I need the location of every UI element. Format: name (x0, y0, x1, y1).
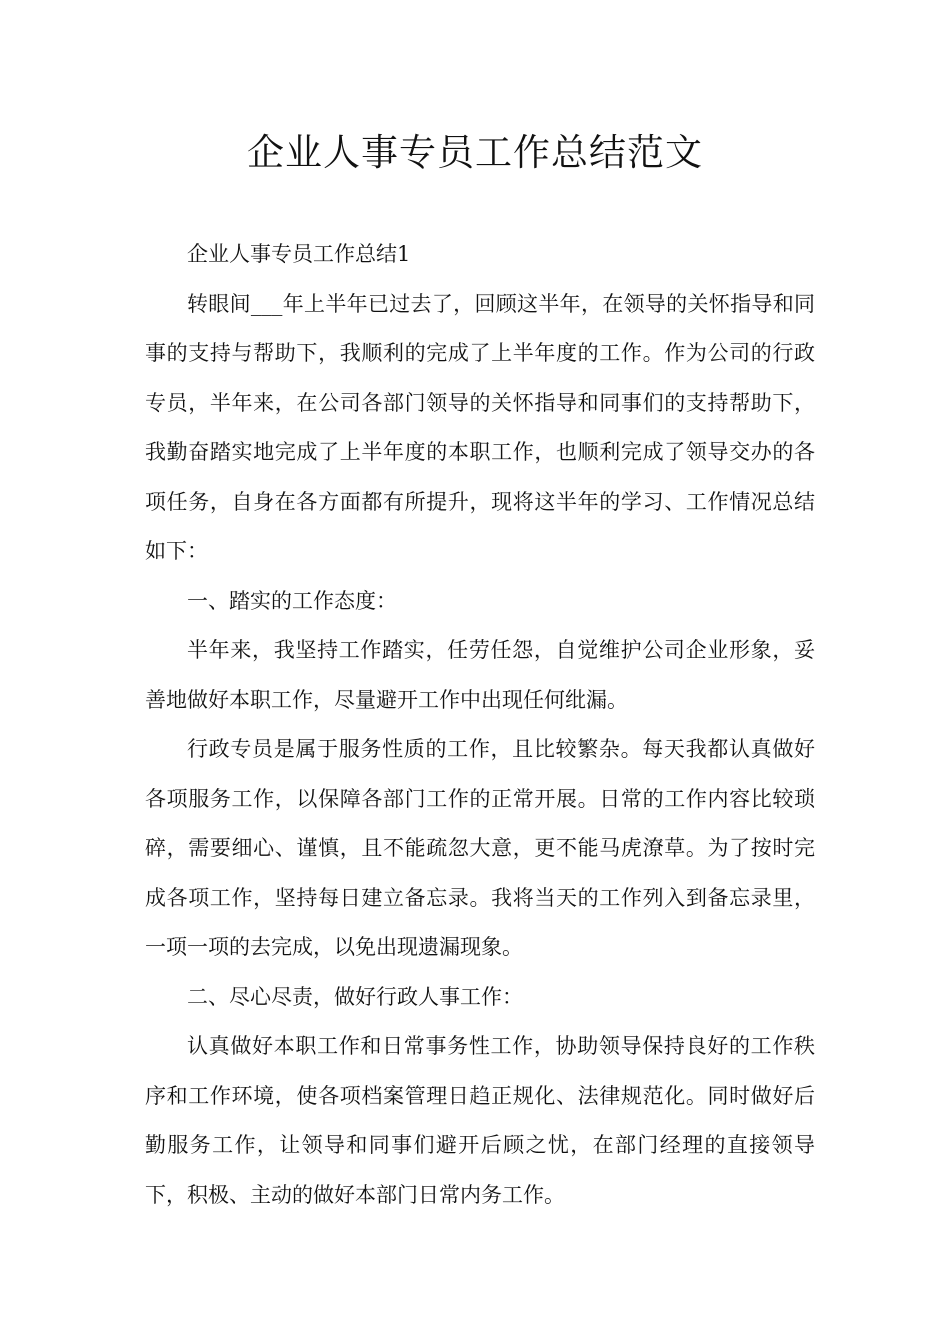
paragraph: 认真做好本职工作和日常事务性工作，协助领导保持良好的工作秩序和工作环境，使各项档案管理日趋正规化、法律规范化。同时做好后勤服务工作，让领导和同事们避开后顾之忧，在部门经理的直接领导下，积极、主动的做好本部门日常内务工作。 (145, 1034, 815, 1207)
document-body (145, 230, 815, 1220)
paragraph-intro: 转眼间___年上半年已过去了，回顾这半年，在领导的关怀指导和同事的支持与帮助下，我顺利的完成了上半年度的工作。作为公司的行政专员，半年来，在公司各部门领导的关怀指导和同事们的支持帮助下，我勤奋踏实地完成了上半年度的本职工作，也顺利完成了领导交办的各项任务，自身在各方面都有所提升，现将这半年的学习、工作情况总结如下： (145, 291, 815, 563)
section-heading-1: 一、踏实的工作态度： (187, 588, 397, 613)
paragraph: 半年来，我坚持工作踏实，任劳任怨，自觉维护公司企业形象，妥善地做好本职工作，尽量避开工作中出现任何纰漏。 (145, 638, 815, 712)
paragraph-subheading: 企业人事专员工作总结1 (187, 242, 411, 266)
paragraph: 行政专员是属于服务性质的工作，且比较繁杂。每天我都认真做好各项服务工作，以保障各部门工作的正常开展。日常的工作内容比较琐碎，需要细心、谨慎，且不能疏忽大意，更不能马虎潦草。为了按时完成各项工作，坚持每日建立备忘录。我将当天的工作列入到备忘录里，一项一项的去完成，以免出现遗漏现象。 (145, 737, 815, 959)
document-title: 企业人事专员工作总结范文 (247, 131, 703, 174)
section-heading-2: 二、尽心尽责，做好行政人事工作： (187, 984, 523, 1009)
